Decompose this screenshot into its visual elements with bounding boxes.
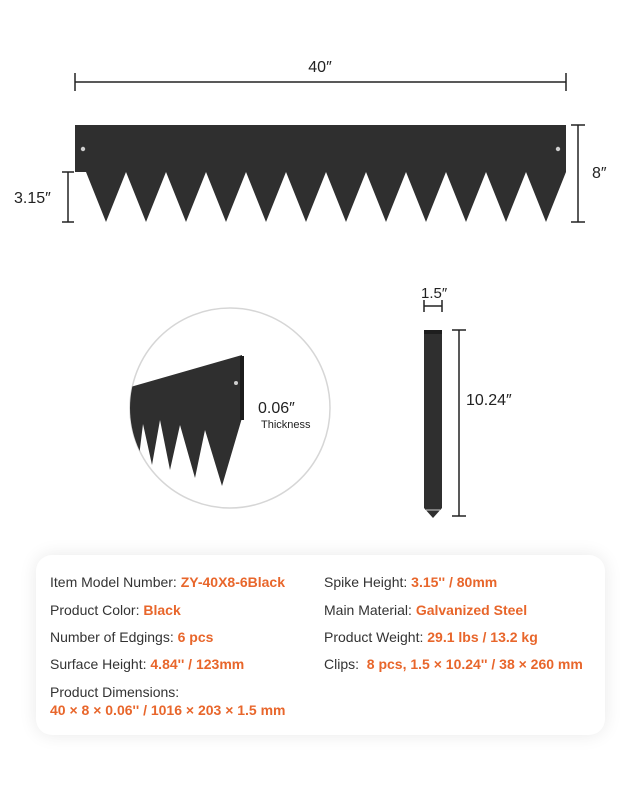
clip-illustration xyxy=(424,330,442,518)
spec-product-color: Product Color: Black xyxy=(50,602,181,618)
clip-height-dimension xyxy=(452,330,512,516)
clip-width-label: 1.5″ xyxy=(421,285,448,302)
spec-product-dimensions: Product Dimensions: 40 × 8 × 0.06'' / 1016 × 203 × 1.5 mm xyxy=(50,684,286,718)
spec-number-edgings: Number of Edgings: 6 pcs xyxy=(50,629,214,645)
height-label: 8″ xyxy=(592,165,607,182)
spec-card xyxy=(36,555,605,735)
length-label: 40″ xyxy=(308,59,332,76)
spec-surface-height: Surface Height: 4.84'' / 123mm xyxy=(50,656,245,672)
spike-dimension xyxy=(14,172,74,222)
spec-spike-height: Spike Height: 3.15'' / 80mm xyxy=(324,574,498,590)
spec-clips: Clips: 8 pcs, 1.5 × 10.24'' / 38 × 260 mm xyxy=(324,656,583,672)
spec-main-material: Main Material: Galvanized Steel xyxy=(324,602,528,618)
spec-item-model: Item Model Number: ZY-40X8-6Black xyxy=(50,574,286,590)
edging-panel xyxy=(75,125,566,222)
clip-height-label: 10.24″ xyxy=(466,392,512,409)
height-dimension xyxy=(571,125,607,222)
zoom-circle-illustration xyxy=(120,308,330,508)
thickness-label: 0.06″ xyxy=(258,400,295,417)
thickness-caption: Thickness xyxy=(261,419,311,431)
clip-width-dimension xyxy=(421,285,448,312)
spec-product-weight: Product Weight: 29.1 lbs / 13.2 kg xyxy=(324,629,538,645)
spike-label: 3.15″ xyxy=(14,190,51,207)
length-dimension xyxy=(75,59,566,91)
